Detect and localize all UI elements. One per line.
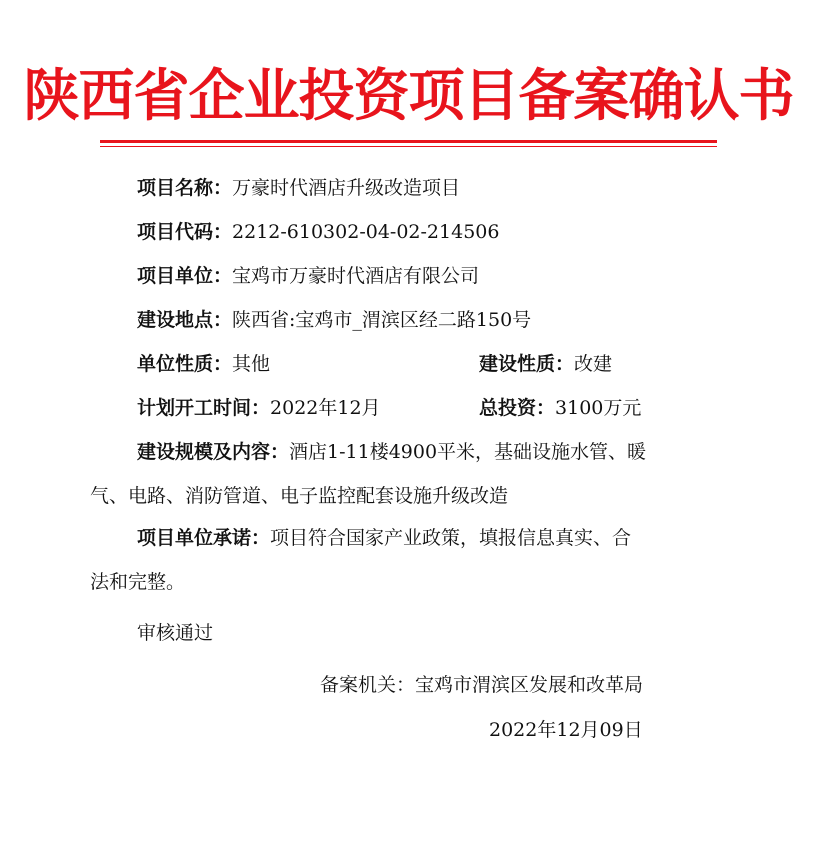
field-value: 2022年12月	[270, 397, 381, 419]
field-value: 万豪时代酒店升级改造项目	[232, 177, 461, 199]
field-unit-nature	[137, 350, 270, 378]
field-label: 建设性质：	[479, 353, 575, 375]
field-label: 单位性质：	[137, 353, 233, 375]
field-commitment	[137, 524, 631, 552]
field-label: 项目代码：	[137, 221, 233, 243]
field-project-unit	[137, 262, 479, 290]
field-label: 建设规模及内容：	[137, 441, 290, 463]
field-value: 3100万元	[555, 397, 642, 419]
field-label: 项目单位承诺：	[137, 527, 271, 549]
field-commitment-continued	[90, 568, 185, 596]
field-value: 酒店1-11楼4900平米，基础设施水管、暖	[289, 441, 647, 463]
filing-date: 2022年12月09日	[489, 719, 643, 741]
title-rule-thin	[100, 146, 717, 147]
field-value: 宝鸡市万豪时代酒店有限公司	[232, 265, 480, 287]
review-status: 审核通过	[137, 622, 214, 644]
field-project-code	[137, 218, 499, 246]
field-label: 计划开工时间：	[137, 397, 271, 419]
document-title: 陕西省企业投资项目备案确认书	[23, 63, 794, 129]
field-value: 其他	[232, 353, 271, 375]
field-planned-start	[137, 394, 381, 422]
field-value: 改建	[574, 353, 613, 375]
title-rule-thick	[100, 140, 717, 143]
field-value: 2212-610302-04-02-214506	[232, 221, 500, 243]
field-scale-continued	[90, 482, 508, 510]
field-label: 总投资：	[479, 397, 556, 419]
field-total-investment	[479, 394, 641, 422]
field-label: 项目名称：	[137, 177, 233, 199]
field-value: 气、电路、消防管道、电子监控配套设施升级改造	[90, 485, 509, 507]
field-scale	[137, 438, 646, 466]
field-location	[137, 306, 531, 334]
field-value: 项目符合国家产业政策，填报信息真实、合	[270, 527, 632, 549]
filing-authority: 备案机关：宝鸡市渭滨区发展和改革局	[320, 674, 644, 696]
field-value: 法和完整。	[90, 571, 186, 593]
field-label: 项目单位：	[137, 265, 233, 287]
field-value: 陕西省:宝鸡市_渭滨区经二路150号	[232, 309, 532, 331]
field-project-name	[137, 174, 460, 202]
field-label: 建设地点：	[137, 309, 233, 331]
field-construction-nature	[479, 350, 612, 378]
